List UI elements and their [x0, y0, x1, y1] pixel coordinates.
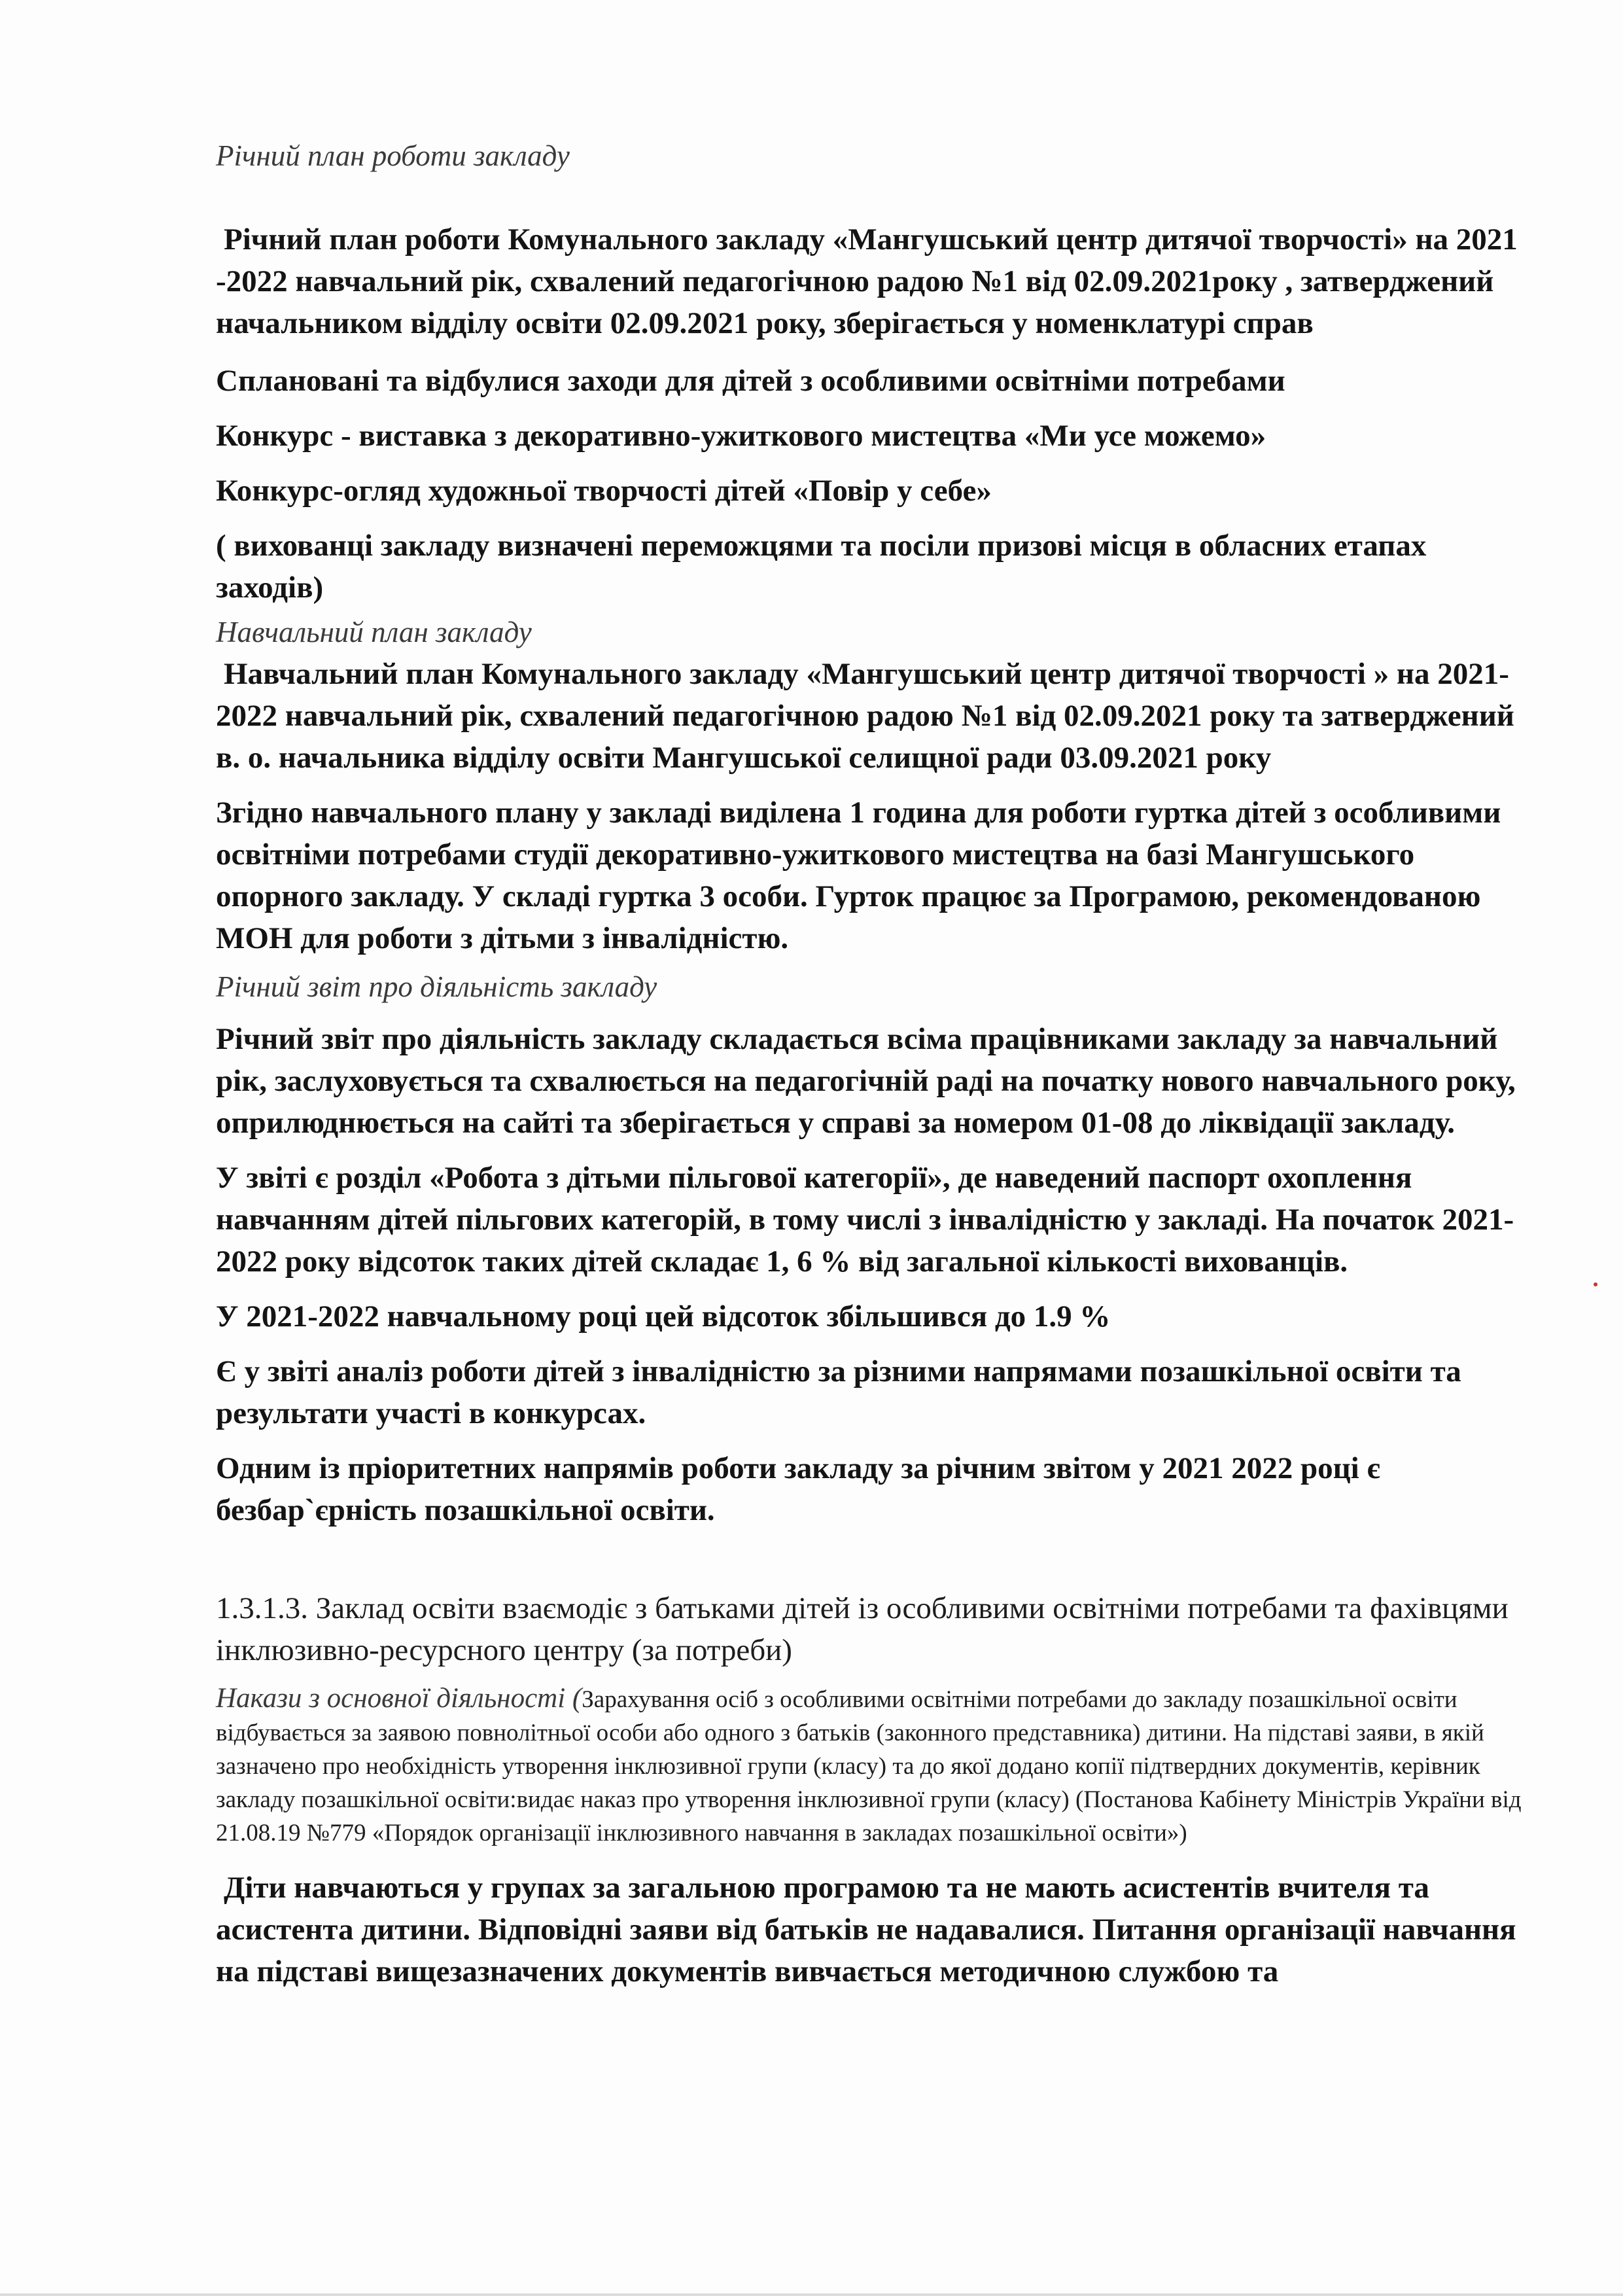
planned-events-line: Сплановані та відбулися заходи для дітей з особливими освітніми потребами [216, 364, 1285, 398]
study-plan-paragraph: Навчальний план Комунального закладу «Мангушський центр дитячої творчості » на 2021-2022 навчальний рік, схвалений педагогічною радою №1 від 02.09.2021 року та затверджений в. о. начальника відділу освіти Мангушської селищної ради 03.09.2021 року [216, 657, 1514, 775]
orders-lead: Накази з основної діяльності ( [216, 1683, 582, 1714]
orders-body: Зарахування осіб з особливими освітніми потребами до закладу позашкільної освіти відбувається за заявою повнолітньої особи або одного з батьків (законного представника) дитини. На підставі заяви, в якій зазначено про необхідність утворення інклюзивної групи (класу) та до якої додано копії підтвердних документів, керівник закладу позашкільної освіти:видає наказ про утворення інклюзивної групи (класу) (Постанова Кабінету Міністрів України від 21.08.19 №779 «Порядок організації інклюзивного навчання в закладах позашкільної освіти») [216, 1686, 1522, 1846]
priority-paragraph: Одним із пріоритетних напрямів роботи закладу за річним звітом у 2021 2022 році є безбар`єрність позашкільної освіти. [216, 1451, 1380, 1527]
annual-plan-paragraph: Річний план роботи Комунального закладу «Мангушський центр дитячої творчості» на 2021 -2022 навчальний рік, схвалений педагогічною радою №1 від 02.09.2021року , затверджений начальником відділу освіти 02.09.2021 року, зберігається у номенклатурі справ [216, 222, 1518, 340]
report-section-paragraph: У звіті є розділ «Робота з дітьми пільгової категорії», де наведений паспорт охоплення навчанням дітей пільгових категорій, в тому числі з інвалідністю у закладі. На початок 2021-2022 року відсоток таких дітей складає 1, 6 % від загальної кількості вихованців. [216, 1161, 1514, 1279]
annual-report-paragraph: Річний звіт про діяльність закладу складається всіма працівниками закладу за навчальний рік, заслуховується та схвалюється на педагогічній раді на початку нового навчального року, оприлюднюється на сайті та зберігається у справі за номером 01-08 до ліквідації закладу. [216, 1022, 1516, 1140]
annual-plan-heading: Річний план роботи закладу [216, 139, 570, 172]
document-body [216, 137, 1537, 1992]
scan-dot-mark [1594, 1282, 1597, 1286]
annual-report-heading: Річний звіт про діяльність закладу [216, 970, 657, 1003]
orders-paragraph [216, 1682, 1537, 1850]
study-plan-hours-paragraph: Згідно навчального плану у закладі виділена 1 година для роботи гуртка дітей з особливими освітніми потребами студії декоративно-ужиткового мистецтва на базі Мангушського опорного закладу. У складі гуртка 3 особи. Гурток працює за Програмою, рекомендованою МОН для роботи з дітьми з інвалідністю. [216, 796, 1501, 955]
contest-exhibition-line: Конкурс - виставка з декоративно-ужиткового мистецтва «Ми усе можемо» [216, 419, 1266, 453]
children-paragraph: Діти навчаються у групах за загальною програмою та не мають асистентів вчителя та асистента дитини. Відповідні заяви від батьків не надавалися. Питання організації навчання на підставі вищезазначених документів вивчається методичною службою та [216, 1871, 1516, 1988]
contest-review-line: Конкурс-огляд художньої творчості дітей «Повір у себе» [216, 474, 992, 508]
winners-note: ( вихованці закладу визначені переможцями та посіли призові місця в обласних етапах заходів) [216, 529, 1427, 605]
scan-bottom-edge [0, 2293, 1623, 2296]
study-plan-heading: Навчальний план закладу [216, 616, 532, 648]
analysis-paragraph: Є у звіті аналіз роботи дітей з інвалідністю за різними напрямами позашкільної освіти та результати участі в конкурсах. [216, 1354, 1461, 1430]
criterion-paragraph: 1.3.1.3. Заклад освіти взаємодіє з батьками дітей із особливими освітніми потребами та фахівцями інклюзивно-ресурсного центру (за потреби) [216, 1591, 1509, 1667]
percent-increase-line: У 2021-2022 навчальному році цей відсоток збільшився до 1.9 % [216, 1299, 1111, 1333]
